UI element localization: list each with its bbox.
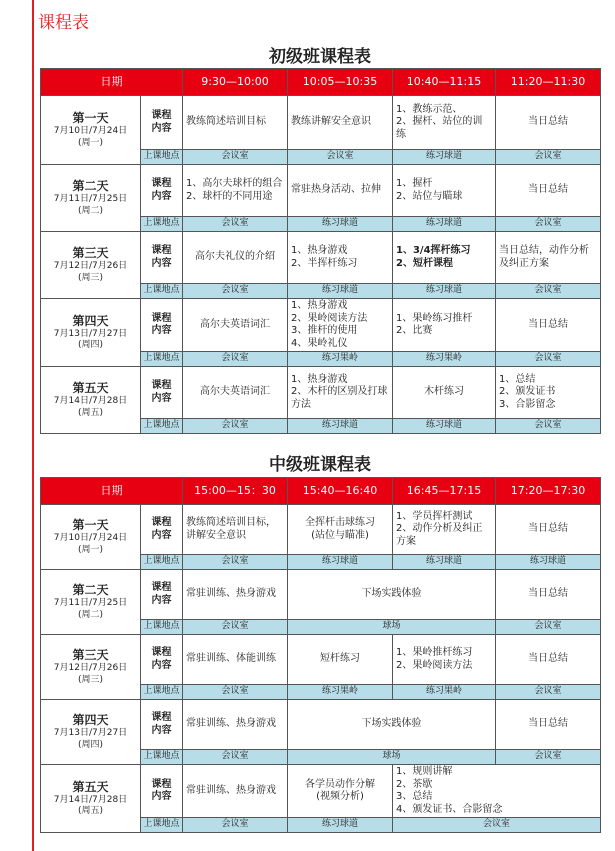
course-content: 木杆练习	[393, 367, 496, 419]
day-week: (周五)	[77, 407, 104, 418]
day-week: (周二)	[77, 609, 104, 620]
day-cell	[41, 299, 141, 367]
beginner-header-row	[41, 69, 601, 96]
day-week: (周三)	[77, 674, 104, 685]
location-cell: 练习球道	[288, 217, 393, 232]
location-cell: 会议室	[393, 818, 601, 833]
location-cell: 会议室	[496, 150, 601, 165]
course-content: 常驻训练、热身游戏	[183, 570, 288, 620]
day-date: 7月12日/7月26日	[53, 261, 128, 272]
header-slot-3: 16:45—17:15	[393, 478, 496, 505]
day-name: 第三天	[72, 648, 109, 663]
day-name: 第四天	[72, 713, 109, 728]
location-label: 上课地点	[141, 750, 183, 765]
content-label: 课程 内容	[141, 96, 183, 150]
day-name: 第五天	[72, 779, 109, 794]
location-cell: 练习果岭	[288, 352, 393, 367]
day-name: 第三天	[72, 246, 109, 261]
day-name: 第一天	[72, 518, 109, 533]
table-row	[41, 299, 601, 352]
course-content: 常驻热身活动、拉伸	[288, 165, 393, 217]
location-label: 上课地点	[141, 217, 183, 232]
day-week: (周五)	[77, 806, 104, 816]
course-content: 1、学员挥杆测试 2、动作分析及纠正方案	[393, 505, 496, 555]
day-name: 第五天	[72, 381, 109, 396]
location-cell: 练习球道	[496, 555, 601, 570]
location-cell: 球场	[288, 620, 496, 635]
location-cell: 练习果岭	[288, 685, 393, 700]
course-content: 1、3/4挥杆练习 2、短杆课程	[393, 232, 496, 284]
location-label: 上课地点	[141, 419, 183, 434]
day-date: 7月14日/7月28日	[53, 396, 128, 407]
day-date: 7月11日/7月25日	[53, 194, 128, 205]
location-cell: 会议室	[496, 685, 601, 700]
day-cell	[41, 765, 141, 833]
location-label: 上课地点	[141, 284, 183, 299]
day-cell	[41, 570, 141, 635]
table-row	[41, 367, 601, 419]
location-cell: 练习球道	[393, 419, 496, 434]
course-content: 下场实践体验	[288, 570, 496, 620]
content-label: 课程 内容	[141, 765, 183, 818]
course-content: 高尔夫礼仪的介绍	[183, 232, 288, 284]
day-week: (周四)	[77, 340, 104, 350]
day-date: 7月12日/7月26日	[53, 663, 128, 674]
location-cell: 练习球道	[393, 284, 496, 299]
day-cell	[41, 700, 141, 765]
location-cell: 会议室	[183, 217, 288, 232]
day-date: 7月11日/7月25日	[53, 598, 128, 609]
location-cell: 会议室	[496, 217, 601, 232]
course-content: 常驻训练、热身游戏	[183, 765, 288, 818]
day-week: (周一)	[77, 544, 104, 555]
table-row	[41, 165, 601, 217]
intermediate-schedule-title: 中级班课程表	[269, 455, 371, 475]
course-content: 1、热身游戏 2、木杆的区别及打球方法	[288, 367, 393, 419]
content-label: 课程 内容	[141, 635, 183, 685]
course-content: 当日总结	[496, 299, 601, 352]
day-name: 第二天	[72, 179, 109, 194]
course-content: 当日总结	[496, 165, 601, 217]
course-content: 1、热身游戏 2、果岭阅读方法 3、推杆的使用 4、果岭礼仪	[288, 299, 393, 352]
left-accent-rule	[32, 0, 34, 851]
location-cell: 练习球道	[393, 555, 496, 570]
location-cell: 会议室	[183, 555, 288, 570]
course-content: 1、规则讲解 2、茶歇 3、总结 4、颁发证书、合影留念	[393, 765, 601, 818]
day-week: (周四)	[77, 739, 104, 750]
location-cell: 练习球道	[288, 818, 393, 833]
location-cell: 会议室	[496, 284, 601, 299]
header-slot-2: 15:40—16:40	[288, 478, 393, 505]
location-cell: 会议室	[183, 685, 288, 700]
content-label: 课程 内容	[141, 367, 183, 419]
day-date: 7月10日/7月24日	[53, 533, 128, 544]
course-content: 当日总结，动作分析及纠正方案	[496, 232, 601, 284]
course-content: 教练讲解安全意识	[288, 96, 393, 150]
location-cell: 会议室	[496, 620, 601, 635]
course-content: 各学员动作分解 (视频分析)	[288, 765, 393, 818]
location-cell: 会议室	[183, 284, 288, 299]
location-cell: 会议室	[183, 419, 288, 434]
header-date: 日期	[41, 478, 183, 505]
location-cell: 练习果岭	[393, 685, 496, 700]
header-slot-2: 10:05—10:35	[288, 69, 393, 96]
location-cell: 会议室	[496, 419, 601, 434]
day-name: 第二天	[72, 583, 109, 598]
location-cell: 练习球道	[288, 419, 393, 434]
location-cell: 球场	[288, 750, 496, 765]
course-content: 当日总结	[496, 700, 601, 750]
content-label: 课程 内容	[141, 505, 183, 555]
header-slot-1: 9:30—10:00	[183, 69, 288, 96]
location-cell: 会议室	[183, 750, 288, 765]
content-label: 课程 内容	[141, 232, 183, 284]
day-cell	[41, 232, 141, 299]
table-row	[41, 96, 601, 150]
course-content: 当日总结	[496, 570, 601, 620]
course-content: 当日总结	[496, 635, 601, 685]
course-content: 1、握杆 2、站位与瞄球	[393, 165, 496, 217]
day-date: 7月13日/7月27日	[53, 328, 128, 339]
day-name: 第一天	[72, 111, 109, 126]
location-cell: 会议室	[183, 352, 288, 367]
course-content: 高尔夫英语词汇	[183, 299, 288, 352]
location-cell: 会议室	[496, 750, 601, 765]
course-content: 短杆练习	[288, 635, 393, 685]
location-cell: 会议室	[496, 352, 601, 367]
day-date: 7月14日/7月28日	[53, 794, 128, 805]
location-label: 上课地点	[141, 818, 183, 833]
course-content: 常驻训练、体能训练	[183, 635, 288, 685]
content-label: 课程 内容	[141, 299, 183, 352]
location-label: 上课地点	[141, 620, 183, 635]
intermediate-header-row	[41, 478, 601, 505]
header-date: 日期	[41, 69, 183, 96]
course-content: 1、果岭推杆练习 2、果岭阅读方法	[393, 635, 496, 685]
day-week: (周三)	[77, 272, 104, 283]
location-label: 上课地点	[141, 555, 183, 570]
header-slot-4: 11:20—11:30	[496, 69, 601, 96]
location-cell: 练习果岭	[393, 352, 496, 367]
location-cell: 练习球道	[393, 150, 496, 165]
content-label: 课程 内容	[141, 165, 183, 217]
course-content: 当日总结	[496, 96, 601, 150]
course-content: 高尔夫英语词汇	[183, 367, 288, 419]
course-content: 全挥杆击球练习 (站位与瞄准)	[288, 505, 393, 555]
location-label: 上课地点	[141, 352, 183, 367]
beginner-schedule-table	[40, 68, 601, 434]
location-cell: 练习球道	[288, 555, 393, 570]
table-row	[41, 505, 601, 555]
intermediate-schedule-table	[40, 477, 601, 833]
day-cell	[41, 165, 141, 232]
course-content: 教练简述培训目标	[183, 96, 288, 150]
location-cell: 会议室	[183, 818, 288, 833]
course-content: 1、热身游戏 2、半挥杆练习	[288, 232, 393, 284]
day-cell	[41, 96, 141, 165]
course-content: 下场实践体验	[288, 700, 496, 750]
course-content: 当日总结	[496, 505, 601, 555]
course-content: 常驻训练、热身游戏	[183, 700, 288, 750]
content-label: 课程 内容	[141, 570, 183, 620]
page-title: 课程表	[38, 13, 89, 33]
header-slot-1: 15:00—15：30	[183, 478, 288, 505]
day-date: 7月13日/7月27日	[53, 728, 128, 739]
day-week: (周二)	[77, 205, 104, 216]
table-row	[41, 232, 601, 284]
header-slot-4: 17:20—17:30	[496, 478, 601, 505]
course-content: 1、总结 2、颁发证书 3、合影留念	[496, 367, 601, 419]
table-row	[41, 570, 601, 620]
day-name: 第四天	[72, 313, 109, 328]
day-date: 7月10日/7月24日	[53, 126, 128, 137]
course-content: 1、果岭练习推杆 2、比赛	[393, 299, 496, 352]
content-label: 课程 内容	[141, 700, 183, 750]
location-cell: 会议室	[288, 150, 393, 165]
day-week: (周一)	[77, 137, 104, 148]
location-cell: 练习球道	[288, 284, 393, 299]
course-content: 1、高尔夫球杆的组合 2、球杆的不同用途	[183, 165, 288, 217]
course-content: 教练简述培训目标，讲解安全意识	[183, 505, 288, 555]
table-row	[41, 700, 601, 750]
location-label: 上课地点	[141, 150, 183, 165]
location-cell: 会议室	[183, 620, 288, 635]
location-cell: 练习球道	[393, 217, 496, 232]
location-label: 上课地点	[141, 685, 183, 700]
day-cell	[41, 367, 141, 434]
table-row	[41, 635, 601, 685]
beginner-schedule-title: 初级班课程表	[269, 47, 371, 67]
day-cell	[41, 505, 141, 570]
course-content: 1、教练示范、 2、握杆、站位的训练	[393, 96, 496, 150]
header-slot-3: 10:40—11:15	[393, 69, 496, 96]
table-row	[41, 765, 601, 818]
location-cell: 会议室	[183, 150, 288, 165]
day-cell	[41, 635, 141, 700]
